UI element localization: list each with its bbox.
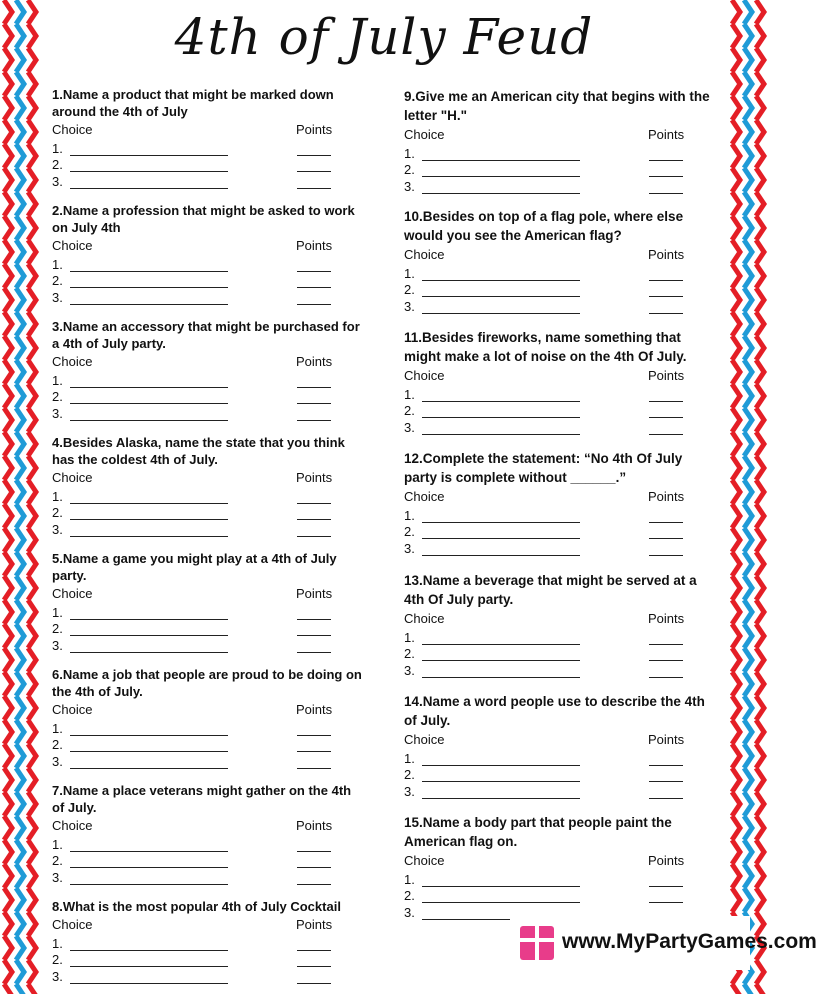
choice-blank-line[interactable] bbox=[70, 292, 228, 305]
choice-blank-line[interactable] bbox=[70, 756, 228, 769]
answer-number: 3. bbox=[404, 783, 415, 799]
choice-blank-line[interactable] bbox=[70, 275, 228, 288]
answer-number: 3. bbox=[404, 662, 415, 678]
answer-row bbox=[52, 934, 362, 951]
answer-row bbox=[52, 288, 362, 305]
answer-row bbox=[404, 539, 714, 556]
answer-number: 1. bbox=[52, 720, 63, 736]
question-block bbox=[52, 782, 362, 885]
answer-number: 2. bbox=[52, 621, 63, 636]
question-text: 2.Name a profession that might be asked to work on July 4th bbox=[52, 203, 355, 235]
choice-blank-line[interactable] bbox=[70, 143, 228, 156]
answer-row bbox=[404, 177, 714, 194]
points-blank-line[interactable] bbox=[649, 769, 683, 782]
points-label: Points bbox=[296, 470, 333, 485]
choice-blank-line[interactable] bbox=[422, 284, 580, 297]
answer-header bbox=[404, 853, 714, 870]
answer-number: 3. bbox=[52, 753, 63, 769]
answer-header bbox=[404, 127, 714, 144]
choice-blank-line[interactable] bbox=[70, 159, 228, 172]
answer-row bbox=[404, 782, 714, 799]
question-text: 3.Name an accessory that might be purchased for a 4th of July party. bbox=[52, 319, 360, 351]
answer-number: 1. bbox=[52, 836, 63, 852]
answer-row bbox=[52, 719, 362, 736]
site-logo bbox=[510, 916, 817, 970]
answer-header bbox=[52, 818, 362, 835]
answer-number: 1. bbox=[52, 935, 63, 951]
choice-blank-line[interactable] bbox=[422, 422, 580, 435]
answer-number: 1. bbox=[52, 604, 63, 620]
answer-header bbox=[52, 470, 362, 487]
question-text: 9.Give me an American city that begins with the letter "H." bbox=[404, 89, 710, 123]
points-blank-line[interactable] bbox=[297, 524, 331, 537]
points-blank-line[interactable] bbox=[649, 786, 683, 799]
answer-row bbox=[52, 255, 362, 272]
answer-row bbox=[404, 645, 714, 662]
answer-row bbox=[52, 736, 362, 753]
choice-blank-line[interactable] bbox=[422, 148, 580, 161]
answer-number: 2. bbox=[52, 157, 63, 172]
choice-blank-line[interactable] bbox=[70, 491, 228, 504]
answer-row bbox=[404, 385, 714, 402]
answer-row bbox=[52, 620, 362, 637]
choice-blank-line[interactable] bbox=[422, 301, 580, 314]
points-blank-line[interactable] bbox=[297, 640, 331, 653]
points-blank-line[interactable] bbox=[649, 665, 683, 678]
choice-blank-line[interactable] bbox=[422, 665, 580, 678]
points-blank-line[interactable] bbox=[297, 623, 331, 636]
answer-row bbox=[52, 139, 362, 156]
points-blank-line[interactable] bbox=[649, 405, 683, 418]
answer-number: 2. bbox=[404, 646, 415, 661]
answer-number: 2. bbox=[404, 282, 415, 297]
question-block bbox=[52, 666, 362, 769]
answer-number: 2. bbox=[404, 162, 415, 177]
points-blank-line[interactable] bbox=[297, 971, 331, 984]
points-blank-line[interactable] bbox=[297, 872, 331, 885]
answer-number: 2. bbox=[52, 853, 63, 868]
choice-label: Choice bbox=[52, 702, 93, 717]
choice-label: Choice bbox=[52, 122, 93, 137]
points-blank-line[interactable] bbox=[649, 301, 683, 314]
points-label: Points bbox=[648, 853, 685, 868]
answer-row bbox=[404, 523, 714, 540]
answer-number: 1. bbox=[404, 507, 415, 523]
points-blank-line[interactable] bbox=[297, 723, 331, 736]
page-title: 4th of July Feud bbox=[174, 8, 594, 66]
answer-number: 1. bbox=[52, 256, 63, 272]
question-block bbox=[404, 88, 714, 194]
answer-row bbox=[404, 281, 714, 298]
points-label: Points bbox=[296, 917, 333, 932]
question-text: 6.Name a job that people are proud to be doing on the 4th of July. bbox=[52, 667, 362, 699]
choice-blank-line[interactable] bbox=[422, 543, 580, 556]
question-block bbox=[404, 693, 714, 799]
answer-number: 1. bbox=[52, 488, 63, 504]
choice-blank-line[interactable] bbox=[70, 739, 228, 752]
answer-number: 2. bbox=[404, 767, 415, 782]
question-block bbox=[404, 450, 714, 556]
points-blank-line[interactable] bbox=[297, 739, 331, 752]
question-text: 12.Complete the statement: “No 4th Of July party is complete without ______.” bbox=[404, 451, 683, 485]
choice-blank-line[interactable] bbox=[422, 648, 580, 661]
answer-row bbox=[52, 504, 362, 521]
choice-blank-line[interactable] bbox=[70, 259, 228, 272]
points-blank-line[interactable] bbox=[649, 753, 683, 766]
answer-number: 3. bbox=[404, 540, 415, 556]
answer-row bbox=[52, 852, 362, 869]
points-blank-line[interactable] bbox=[649, 164, 683, 177]
choice-blank-line[interactable] bbox=[422, 526, 580, 539]
choice-blank-line[interactable] bbox=[422, 753, 580, 766]
question-block bbox=[404, 208, 714, 314]
choice-blank-line[interactable] bbox=[70, 723, 228, 736]
points-label: Points bbox=[296, 702, 333, 717]
answer-row bbox=[52, 272, 362, 289]
answer-number: 3. bbox=[404, 904, 415, 920]
answer-number: 3. bbox=[404, 298, 415, 314]
answer-row bbox=[52, 156, 362, 173]
choice-blank-line[interactable] bbox=[70, 855, 228, 868]
answer-row bbox=[404, 161, 714, 178]
answer-row bbox=[52, 404, 362, 421]
answer-header bbox=[52, 702, 362, 719]
question-block bbox=[52, 202, 362, 305]
points-blank-line[interactable] bbox=[649, 181, 683, 194]
answer-number: 3. bbox=[404, 419, 415, 435]
choice-blank-line[interactable] bbox=[70, 375, 228, 388]
answer-number: 2. bbox=[52, 389, 63, 404]
answer-number: 2. bbox=[52, 952, 63, 967]
choice-blank-line[interactable] bbox=[422, 786, 580, 799]
points-blank-line[interactable] bbox=[649, 422, 683, 435]
points-blank-line[interactable] bbox=[297, 375, 331, 388]
points-blank-line[interactable] bbox=[297, 143, 331, 156]
choice-blank-line[interactable] bbox=[422, 874, 580, 887]
points-blank-line[interactable] bbox=[297, 607, 331, 620]
choice-label: Choice bbox=[404, 489, 445, 504]
answer-row bbox=[404, 402, 714, 419]
choice-blank-line[interactable] bbox=[70, 607, 228, 620]
answer-number: 2. bbox=[52, 273, 63, 288]
points-blank-line[interactable] bbox=[649, 284, 683, 297]
choice-label: Choice bbox=[52, 917, 93, 932]
question-text: 4.Besides Alaska, name the state that you think has the coldest 4th of July. bbox=[52, 435, 345, 467]
answer-row bbox=[52, 172, 362, 189]
points-label: Points bbox=[296, 818, 333, 833]
choice-blank-line[interactable] bbox=[422, 181, 580, 194]
answer-number: 3. bbox=[404, 178, 415, 194]
question-text: 7.Name a place veterans might gather on the 4th of July. bbox=[52, 783, 352, 815]
answer-row bbox=[52, 371, 362, 388]
points-label: Points bbox=[296, 122, 333, 137]
answer-number: 1. bbox=[404, 629, 415, 645]
choice-blank-line[interactable] bbox=[70, 623, 228, 636]
points-blank-line[interactable] bbox=[297, 507, 331, 520]
points-blank-line[interactable] bbox=[297, 938, 331, 951]
answer-row bbox=[52, 868, 362, 885]
points-blank-line[interactable] bbox=[297, 756, 331, 769]
choice-blank-line[interactable] bbox=[70, 391, 228, 404]
answer-number: 3. bbox=[52, 405, 63, 421]
points-blank-line[interactable] bbox=[649, 526, 683, 539]
points-label: Points bbox=[296, 586, 333, 601]
points-blank-line[interactable] bbox=[649, 874, 683, 887]
answer-number: 3. bbox=[52, 289, 63, 305]
question-block bbox=[52, 434, 362, 537]
points-blank-line[interactable] bbox=[649, 543, 683, 556]
answer-number: 3. bbox=[52, 869, 63, 885]
answer-header bbox=[404, 732, 714, 749]
choice-label: Choice bbox=[404, 732, 445, 747]
points-label: Points bbox=[296, 238, 333, 253]
choice-blank-line[interactable] bbox=[422, 405, 580, 418]
answer-row bbox=[404, 661, 714, 678]
points-blank-line[interactable] bbox=[297, 292, 331, 305]
answer-row bbox=[404, 418, 714, 435]
points-label: Points bbox=[296, 354, 333, 369]
question-text: 13.Name a beverage that might be served at a 4th Of July party. bbox=[404, 573, 697, 607]
choice-label: Choice bbox=[52, 354, 93, 369]
question-text: 15.Name a body part that people paint the American flag on. bbox=[404, 815, 672, 849]
choice-blank-line[interactable] bbox=[422, 890, 580, 903]
points-blank-line[interactable] bbox=[297, 491, 331, 504]
answer-number: 2. bbox=[404, 403, 415, 418]
question-block bbox=[404, 329, 714, 435]
choice-blank-line[interactable] bbox=[70, 872, 228, 885]
answer-row bbox=[404, 297, 714, 314]
answer-row bbox=[52, 967, 362, 984]
points-label: Points bbox=[648, 247, 685, 262]
answer-row bbox=[404, 749, 714, 766]
answer-header bbox=[404, 368, 714, 385]
answer-header bbox=[404, 247, 714, 264]
points-label: Points bbox=[648, 368, 685, 383]
answer-row bbox=[404, 506, 714, 523]
answer-row bbox=[404, 628, 714, 645]
points-blank-line[interactable] bbox=[297, 391, 331, 404]
answer-number: 3. bbox=[52, 637, 63, 653]
answer-row bbox=[52, 487, 362, 504]
points-blank-line[interactable] bbox=[649, 890, 683, 903]
question-block bbox=[52, 898, 362, 984]
choice-blank-line[interactable] bbox=[422, 389, 580, 402]
question-text: 5.Name a game you might play at a 4th of July party. bbox=[52, 551, 337, 583]
answer-header bbox=[404, 489, 714, 506]
answer-row bbox=[404, 144, 714, 161]
choice-blank-line[interactable] bbox=[422, 632, 580, 645]
choice-blank-line[interactable] bbox=[422, 769, 580, 782]
question-block bbox=[52, 550, 362, 653]
choice-blank-line[interactable] bbox=[70, 954, 228, 967]
answer-number: 1. bbox=[404, 871, 415, 887]
answer-number: 1. bbox=[404, 145, 415, 161]
choice-label: Choice bbox=[52, 586, 93, 601]
answer-number: 2. bbox=[52, 505, 63, 520]
choice-label: Choice bbox=[52, 238, 93, 253]
question-text: 8.What is the most popular 4th of July Cocktail bbox=[52, 899, 341, 914]
choice-label: Choice bbox=[52, 818, 93, 833]
answer-row bbox=[52, 752, 362, 769]
question-block bbox=[404, 572, 714, 678]
choice-blank-line[interactable] bbox=[70, 640, 228, 653]
points-blank-line[interactable] bbox=[297, 259, 331, 272]
points-blank-line[interactable] bbox=[649, 268, 683, 281]
logo-url: www.MyPartyGames.com bbox=[562, 930, 817, 953]
choice-label: Choice bbox=[404, 127, 445, 142]
answer-row bbox=[52, 520, 362, 537]
points-label: Points bbox=[648, 611, 685, 626]
question-text: 1.Name a product that might be marked down around the 4th of July bbox=[52, 87, 334, 119]
answer-row bbox=[52, 951, 362, 968]
choice-blank-line[interactable] bbox=[422, 164, 580, 177]
choice-label: Choice bbox=[404, 611, 445, 626]
points-blank-line[interactable] bbox=[649, 389, 683, 402]
answer-header bbox=[52, 122, 362, 139]
choice-blank-line[interactable] bbox=[70, 408, 228, 421]
answer-row bbox=[52, 388, 362, 405]
points-label: Points bbox=[648, 127, 685, 142]
points-blank-line[interactable] bbox=[649, 632, 683, 645]
answer-row bbox=[404, 887, 714, 904]
choice-label: Choice bbox=[404, 853, 445, 868]
left-zigzag-border bbox=[0, 0, 44, 994]
answer-row bbox=[52, 835, 362, 852]
choice-blank-line[interactable] bbox=[70, 176, 228, 189]
answer-row bbox=[52, 603, 362, 620]
answer-number: 1. bbox=[404, 750, 415, 766]
answer-row bbox=[404, 766, 714, 783]
answer-header bbox=[52, 917, 362, 934]
answer-number: 3. bbox=[52, 521, 63, 537]
answer-number: 1. bbox=[404, 386, 415, 402]
answer-number: 3. bbox=[52, 968, 63, 984]
choice-blank-line[interactable] bbox=[70, 938, 228, 951]
choice-blank-line[interactable] bbox=[70, 839, 228, 852]
answer-number: 2. bbox=[52, 737, 63, 752]
points-blank-line[interactable] bbox=[297, 954, 331, 967]
question-block bbox=[52, 318, 362, 421]
points-blank-line[interactable] bbox=[649, 148, 683, 161]
points-blank-line[interactable] bbox=[297, 176, 331, 189]
question-text: 11.Besides fireworks, name something that might make a lot of noise on the 4th Of July. bbox=[404, 330, 687, 364]
choice-blank-line[interactable] bbox=[422, 510, 580, 523]
points-label: Points bbox=[648, 732, 685, 747]
answer-header bbox=[52, 586, 362, 603]
choice-blank-line[interactable] bbox=[70, 507, 228, 520]
points-label: Points bbox=[648, 489, 685, 504]
choice-blank-line[interactable] bbox=[70, 524, 228, 537]
answer-row bbox=[404, 264, 714, 281]
question-text: 10.Besides on top of a flag pole, where else would you see the American flag? bbox=[404, 209, 684, 243]
choice-blank-line[interactable] bbox=[70, 971, 228, 984]
question-block bbox=[404, 814, 714, 920]
choice-label: Choice bbox=[404, 247, 445, 262]
question-block bbox=[52, 86, 362, 189]
question-text: 14.Name a word people use to describe the 4th of July. bbox=[404, 694, 705, 728]
points-blank-line[interactable] bbox=[297, 408, 331, 421]
answer-header bbox=[52, 238, 362, 255]
answer-number: 1. bbox=[52, 140, 63, 156]
choice-label: Choice bbox=[404, 368, 445, 383]
choice-label: Choice bbox=[52, 470, 93, 485]
answer-number: 2. bbox=[404, 524, 415, 539]
answer-number: 1. bbox=[52, 372, 63, 388]
answer-row bbox=[404, 870, 714, 887]
answer-number: 2. bbox=[404, 888, 415, 903]
answer-header bbox=[52, 354, 362, 371]
points-blank-line[interactable] bbox=[649, 510, 683, 523]
points-blank-line[interactable] bbox=[297, 855, 331, 868]
gift-icon bbox=[520, 926, 554, 960]
points-blank-line[interactable] bbox=[297, 159, 331, 172]
answer-row bbox=[52, 636, 362, 653]
points-blank-line[interactable] bbox=[297, 275, 331, 288]
points-blank-line[interactable] bbox=[649, 648, 683, 661]
choice-blank-line[interactable] bbox=[422, 268, 580, 281]
answer-number: 1. bbox=[404, 265, 415, 281]
right-zigzag-border bbox=[724, 0, 768, 994]
points-blank-line[interactable] bbox=[297, 839, 331, 852]
answer-header bbox=[404, 611, 714, 628]
answer-number: 3. bbox=[52, 173, 63, 189]
